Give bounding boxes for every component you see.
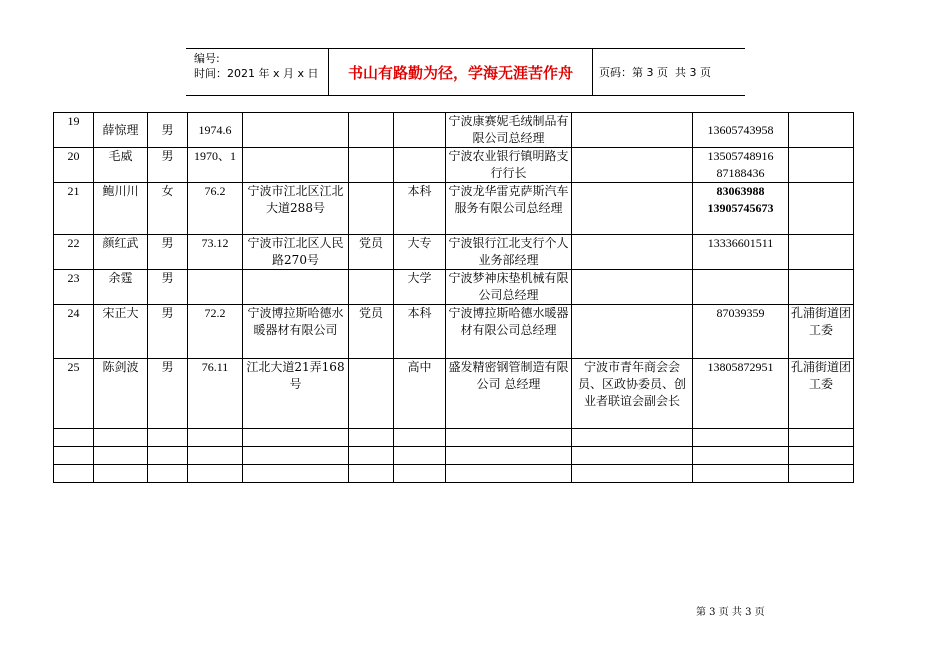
cell-roles (572, 148, 693, 183)
empty-cell (693, 429, 789, 447)
cell-index: 21 (54, 183, 94, 235)
empty-cell (394, 465, 446, 483)
cell-company: 宁波龙华雷克萨斯汽车服务有限公司总经理 (446, 183, 572, 235)
table-row-empty (54, 465, 854, 483)
empty-cell (243, 429, 349, 447)
cell-note: 孔浦街道团工委 (789, 305, 854, 359)
cell-birth: 73.12 (188, 235, 243, 270)
empty-cell (54, 465, 94, 483)
empty-cell (243, 465, 349, 483)
empty-cell (94, 447, 148, 465)
cell-phone (693, 270, 789, 305)
empty-cell (446, 447, 572, 465)
cell-education: 本科 (394, 305, 446, 359)
empty-cell (349, 465, 394, 483)
cell-address: 宁波博拉斯哈德水暖器材有限公司 (243, 305, 349, 359)
cell-phone: 13336601511 (693, 235, 789, 270)
page-footer: 第 3 页 共 3 页 (696, 607, 765, 618)
table-row (54, 183, 854, 235)
cell-phone: 13505748916 87188436 (693, 148, 789, 183)
cell-birth: 72.2 (188, 305, 243, 359)
cell-gender: 女 (148, 183, 188, 235)
table-row (54, 305, 854, 359)
empty-cell (94, 429, 148, 447)
cell-note: 孔浦街道团工委 (789, 359, 854, 429)
cell-birth (188, 270, 243, 305)
empty-cell (54, 429, 94, 447)
cell-name: 鲍川川 (94, 183, 148, 235)
empty-cell (572, 447, 693, 465)
cell-name: 颜红武 (94, 235, 148, 270)
cell-gender: 男 (148, 305, 188, 359)
empty-cell (349, 447, 394, 465)
table-row (54, 148, 854, 183)
cell-roles (572, 113, 693, 148)
cell-roles (572, 305, 693, 359)
table-row (54, 359, 854, 429)
empty-cell (789, 429, 854, 447)
cell-gender: 男 (148, 148, 188, 183)
empty-cell (394, 447, 446, 465)
cell-address: 宁波市江北区人民路270号 (243, 235, 349, 270)
cell-name: 宋正大 (94, 305, 148, 359)
page-number-label: 页码：第 3 页 共 3 页 (599, 66, 711, 79)
cell-roles (572, 270, 693, 305)
cell-index: 19 (54, 113, 94, 148)
member-table-body (54, 113, 854, 483)
cell-company: 宁波农业银行镇明路支行行长 (446, 148, 572, 183)
empty-cell (54, 447, 94, 465)
cell-note (789, 270, 854, 305)
cell-name: 毛威 (94, 148, 148, 183)
empty-cell (148, 465, 188, 483)
cell-name: 余霆 (94, 270, 148, 305)
cell-index: 25 (54, 359, 94, 429)
empty-cell (572, 429, 693, 447)
cell-education (394, 113, 446, 148)
cell-birth: 1970、1 (188, 148, 243, 183)
empty-cell (572, 465, 693, 483)
page-header (186, 48, 745, 96)
empty-cell (693, 447, 789, 465)
empty-cell (394, 429, 446, 447)
cell-company: 宁波银行江北支行个人业务部经理 (446, 235, 572, 270)
cell-gender: 男 (148, 235, 188, 270)
cell-party (349, 359, 394, 429)
empty-cell (446, 465, 572, 483)
empty-cell (188, 447, 243, 465)
header-meta (186, 49, 329, 95)
table-row (54, 270, 854, 305)
cell-phone: 13805872951 (693, 359, 789, 429)
cell-index: 23 (54, 270, 94, 305)
cell-gender: 男 (148, 359, 188, 429)
cell-birth: 1974.6 (188, 113, 243, 148)
table-row (54, 113, 854, 148)
cell-party (349, 270, 394, 305)
cell-address: 宁波市江北区江北大道288号 (243, 183, 349, 235)
empty-cell (188, 429, 243, 447)
cell-company: 宁波康赛妮毛绒制品有限公司总经理 (446, 113, 572, 148)
cell-party (349, 113, 394, 148)
cell-company: 宁波梦神床垫机械有限公司总经理 (446, 270, 572, 305)
cell-roles (572, 235, 693, 270)
member-table (53, 112, 854, 483)
table-row (54, 235, 854, 270)
cell-note (789, 235, 854, 270)
table-row-empty (54, 429, 854, 447)
cell-roles (572, 183, 693, 235)
cell-party: 党员 (349, 235, 394, 270)
cell-education: 大专 (394, 235, 446, 270)
cell-party (349, 183, 394, 235)
empty-cell (789, 447, 854, 465)
cell-education: 本科 (394, 183, 446, 235)
cell-education: 大学 (394, 270, 446, 305)
cell-gender: 男 (148, 113, 188, 148)
empty-cell (94, 465, 148, 483)
cell-address (243, 148, 349, 183)
cell-address (243, 113, 349, 148)
cell-gender: 男 (148, 270, 188, 305)
cell-note (789, 148, 854, 183)
cell-party (349, 148, 394, 183)
header-motto (329, 49, 593, 95)
empty-cell (693, 465, 789, 483)
cell-company: 盛发精密钢管制造有限公司 总经理 (446, 359, 572, 429)
cell-party: 党员 (349, 305, 394, 359)
cell-phone: 87039359 (693, 305, 789, 359)
cell-address: 江北大道21弄168号 (243, 359, 349, 429)
cell-index: 20 (54, 148, 94, 183)
cell-birth: 76.2 (188, 183, 243, 235)
empty-cell (148, 447, 188, 465)
cell-education: 高中 (394, 359, 446, 429)
cell-name: 薛惊理 (94, 113, 148, 148)
cell-roles: 宁波市青年商会会员、区政协委员、创业者联谊会副会长 (572, 359, 693, 429)
document-number-label: 编号: (194, 52, 220, 65)
empty-cell (243, 447, 349, 465)
cell-education (394, 148, 446, 183)
cell-note (789, 113, 854, 148)
cell-note (789, 183, 854, 235)
cell-phone: 13605743958 (693, 113, 789, 148)
cell-birth: 76.11 (188, 359, 243, 429)
cell-phone: 83063988 13905745673 (693, 183, 789, 235)
cell-address (243, 270, 349, 305)
table-row-empty (54, 447, 854, 465)
empty-cell (789, 465, 854, 483)
empty-cell (148, 429, 188, 447)
empty-cell (188, 465, 243, 483)
cell-name: 陈剑波 (94, 359, 148, 429)
cell-index: 22 (54, 235, 94, 270)
empty-cell (446, 429, 572, 447)
cell-index: 24 (54, 305, 94, 359)
motto-text: 书山有路勤为径，学海无涯苦作舟 (347, 63, 573, 82)
header-page-info (593, 49, 745, 95)
document-time-label: 时间：2021 年 x 月 x 日 (194, 67, 319, 80)
empty-cell (349, 429, 394, 447)
cell-company: 宁波博拉斯哈德水暖器材有限公司总经理 (446, 305, 572, 359)
